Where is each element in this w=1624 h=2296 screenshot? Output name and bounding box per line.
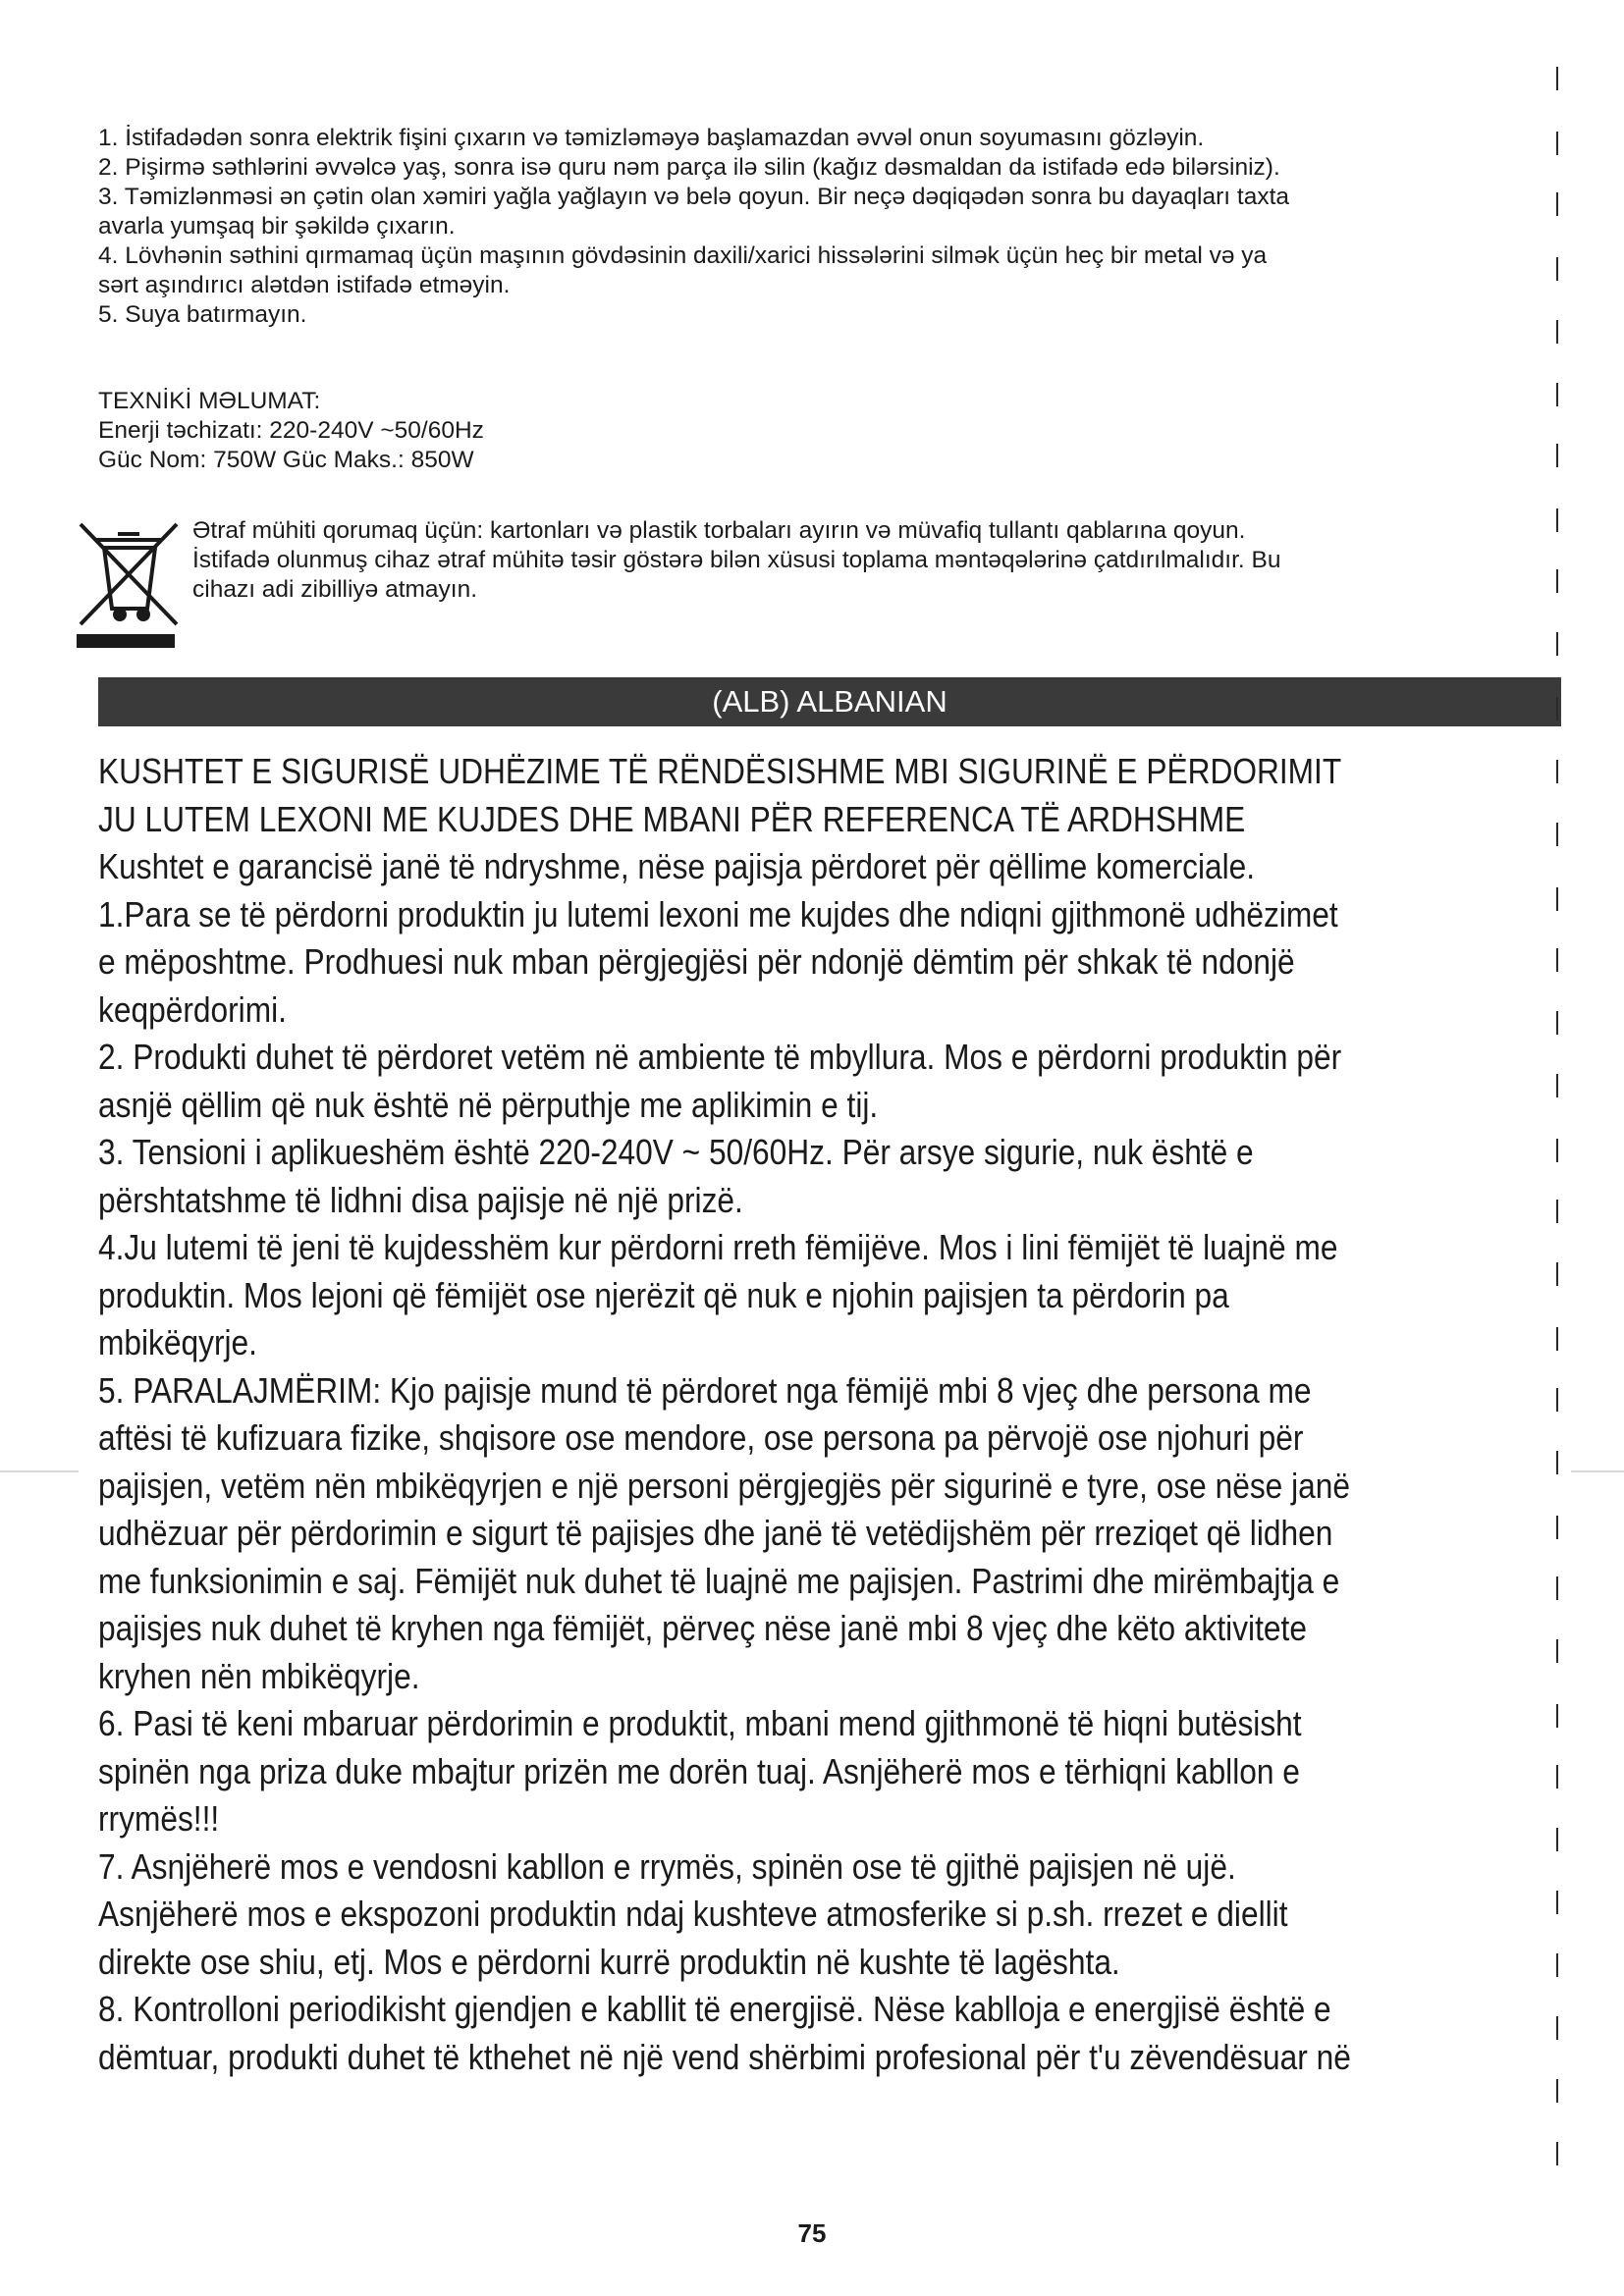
albanian-line: rrymës!!!	[98, 1798, 220, 1839]
crop-mark	[1556, 1327, 1558, 1351]
crop-mark	[1556, 192, 1558, 216]
crop-mark	[1556, 2016, 1558, 2040]
crop-mark	[1556, 1200, 1558, 1223]
crop-mark	[1556, 2142, 1558, 2165]
environment-line: Ətraf mühiti qorumaq üçün: kartonları və plastik torbaları ayırın və müvafiq tullantı qablarına qoyun.	[192, 517, 1246, 544]
margin-crop-marks	[1556, 0, 1566, 2296]
albanian-heading: KUSHTET E SIGURISË UDHËZIME TË RËNDËSISHME MBI SIGURINË E PËRDORIMIT	[98, 751, 1342, 791]
albanian-line: 6. Pasi të keni mbaruar përdorimin e produktit, mbani mend gjithmonë të hiqni butësisht	[98, 1703, 1302, 1743]
crop-mark	[1556, 132, 1558, 155]
power-rating: Güc Nom: 750W Güc Maks.: 850W	[98, 447, 474, 473]
crop-mark	[1556, 1516, 1558, 1539]
crop-mark	[1556, 697, 1558, 721]
albanian-line: 2. Produkti duhet të përdoret vetëm në ambiente të mbyllura. Mos e përdorni produktin për	[98, 1037, 1342, 1077]
crop-mark	[1556, 1639, 1558, 1663]
crop-mark	[1556, 1953, 1558, 1977]
crop-mark	[1556, 1704, 1558, 1728]
crop-mark	[1556, 823, 1558, 846]
albanian-line: produktin. Mos lejoni që fëmijët ose njerëzit që nuk e njohin pajisjen ta përdorin pa	[98, 1274, 1229, 1315]
crop-mark	[1556, 1576, 1558, 1600]
crossed-out-wheelie-bin-icon	[75, 518, 183, 652]
crop-mark	[1556, 1262, 1558, 1286]
crop-mark	[1556, 569, 1558, 593]
albanian-line: spinën nga priza duke mbajtur prizën me dorën tuaj. Asnjëherë mos e tërhiqni kabllon e	[98, 1750, 1300, 1791]
crop-mark	[1556, 632, 1558, 656]
albanian-line: 3. Tensioni i aplikueshëm është 220-240V ~ 50/60Hz. Për arsye sigurie, nuk është e	[98, 1132, 1254, 1172]
albanian-line: direkte ose shiu, etj. Mos e përdorni kurrë produktin në kushte të lagështa.	[98, 1941, 1120, 1982]
cleaning-line: sərt aşındırıcı alətdən istifadə etməyin.	[98, 272, 511, 298]
crop-mark	[1556, 67, 1558, 90]
crop-mark	[1556, 1074, 1558, 1097]
albanian-line: pajisjen, vetëm nën mbikëqyrjen e një personi përgjegjës për sigurinë e tyre, ose nëse janë	[98, 1465, 1350, 1506]
crop-mark	[1556, 1011, 1558, 1035]
cleaning-line: 3. Təmizlənməsi ən çətin olan xəmiri yağla yağlayın və belə qoyun. Bir neçə dəqiqədən sonra bu dayaqları taxta	[98, 184, 1290, 210]
albanian-line: udhëzuar për përdorimin e sigurt të pajisjes dhe janë të vetëdijshëm për rreziqet që lidhen	[98, 1513, 1333, 1553]
cleaning-instructions-az	[98, 124, 1532, 330]
albanian-line: 4.Ju lutemi të jeni të kujdesshëm kur përdorni rreth fëmijëve. Mos i lini fëmijët të luajnë me	[98, 1227, 1338, 1267]
environment-line: İstifadə olunmuş cihaz ətraf mühitə təsir göstərə bilən xüsusi toplama məntəqələrinə çatdırılmalıdır. Bu	[192, 547, 1281, 573]
page-number: 75	[797, 2218, 827, 2248]
section-header-albanian: (ALB) ALBANIAN	[98, 677, 1561, 726]
albanian-line: keqpërdorimi.	[98, 988, 287, 1030]
fold-mark-right	[1571, 1470, 1624, 1472]
crop-mark	[1556, 444, 1558, 467]
albanian-line: 5. PARALAJMËRIM: Kjo pajisje mund të përdoret nga fëmijë mbi 8 vjeç dhe persona me	[98, 1369, 1312, 1411]
cleaning-line: 5. Suya batırmayın.	[98, 301, 307, 328]
crop-mark	[1556, 257, 1558, 281]
crop-mark	[1556, 2079, 1558, 2103]
crop-mark	[1556, 508, 1558, 532]
cleaning-line: 1. İstifadədən sonra elektrik fişini çıxarın və təmizləməyə başlamazdan əvvəl onun soyumasını gözləyin.	[98, 125, 1205, 151]
albanian-line: asnjë qëllim që nuk është në përputhje me aplikimin e tij.	[98, 1084, 879, 1125]
albanian-line: mbikëqyrje.	[98, 1322, 257, 1362]
albanian-line: 8. Kontrolloni periodikisht gjendjen e kabllit të energjisë. Nëse kablloja e energjisë është e	[98, 1989, 1331, 2029]
crop-mark	[1556, 383, 1558, 406]
fold-mark-left	[0, 1470, 79, 1472]
crop-mark	[1556, 760, 1558, 783]
environment-notice	[192, 516, 1528, 605]
crop-mark	[1556, 1891, 1558, 1914]
albanian-safety-text	[98, 748, 1551, 2081]
albanian-line: 7. Asnjëherë mos e vendosni kabllon e rrymës, spinën ose të gjithë pajisjen në ujë.	[98, 1845, 1236, 1887]
crop-mark	[1556, 948, 1558, 972]
albanian-line: e mëposhtme. Prodhuesi nuk mban përgjegjësi për ndonjë dëmtim për shkak të ndonjë	[98, 941, 1295, 982]
crop-mark	[1556, 1451, 1558, 1474]
crop-mark	[1556, 1828, 1558, 1851]
crop-mark	[1556, 1765, 1558, 1789]
technical-data	[98, 387, 884, 475]
albanian-line: kryhen nën mbikëqyrje.	[98, 1655, 420, 1696]
cleaning-line: avarla yumşaq bir şəkildə çıxarın.	[98, 213, 456, 240]
albanian-line: dëmtuar, produkti duhet të kthehet në një vend shërbimi profesional për t'u zëvendësuar në	[98, 2036, 1351, 2077]
technical-data-title: TEXNİKİ MƏLUMAT:	[98, 388, 321, 414]
crop-mark	[1556, 1139, 1558, 1162]
albanian-line: përshtatshme të lidhni disa pajisje në një prizë.	[98, 1179, 743, 1220]
albanian-line: pajisjes nuk duhet të kryhen nga fëmijët, përveç nëse janë mbi 8 vjeç dhe këto aktivitete	[98, 1608, 1307, 1648]
albanian-heading: JU LUTEM LEXONI ME KUJDES DHE MBANI PËR REFERENCA TË ARDHSHME	[98, 798, 1246, 839]
crop-mark	[1556, 320, 1558, 344]
albanian-line: Kushtet e garancisë janë të ndryshme, nëse pajisja përdoret për qëllime komerciale.	[98, 846, 1256, 886]
albanian-line: Asnjëherë mos e ekspozoni produktin ndaj kushteve atmosferike si p.sh. rrezet e diellit	[98, 1894, 1288, 1934]
albanian-line: me funksionimin e saj. Fëmijët nuk duhet të luajnë me pajisjen. Pastrimi dhe mirëmbajtja e	[98, 1560, 1340, 1601]
cleaning-line: 2. Pişirmə səthlərini əvvəlcə yaş, sonra isə quru nəm parça ilə silin (kağız dəsmaldan da istifadə edə bilərsiniz).	[98, 154, 1280, 181]
crop-mark	[1556, 1388, 1558, 1412]
crop-mark	[1556, 887, 1558, 911]
environment-line: cihazı adi zibilliyə atmayın.	[192, 576, 478, 603]
albanian-line: aftësi të kufizuara fizike, shqisore ose mendore, ose persona pa përvojë ose njohuri për	[98, 1417, 1304, 1458]
albanian-line: 1.Para se të përdorni produktin ju lutemi lexoni me kujdes dhe ndiqni gjithmonë udhëzimet	[98, 893, 1338, 934]
cleaning-line: 4. Lövhənin səthini qırmamaq üçün maşının gövdəsinin daxili/xarici hissələrini silmək üçün heç bir metal və ya	[98, 242, 1268, 269]
power-supply: Enerji təchizatı: 220-240V ~50/60Hz	[98, 417, 484, 444]
